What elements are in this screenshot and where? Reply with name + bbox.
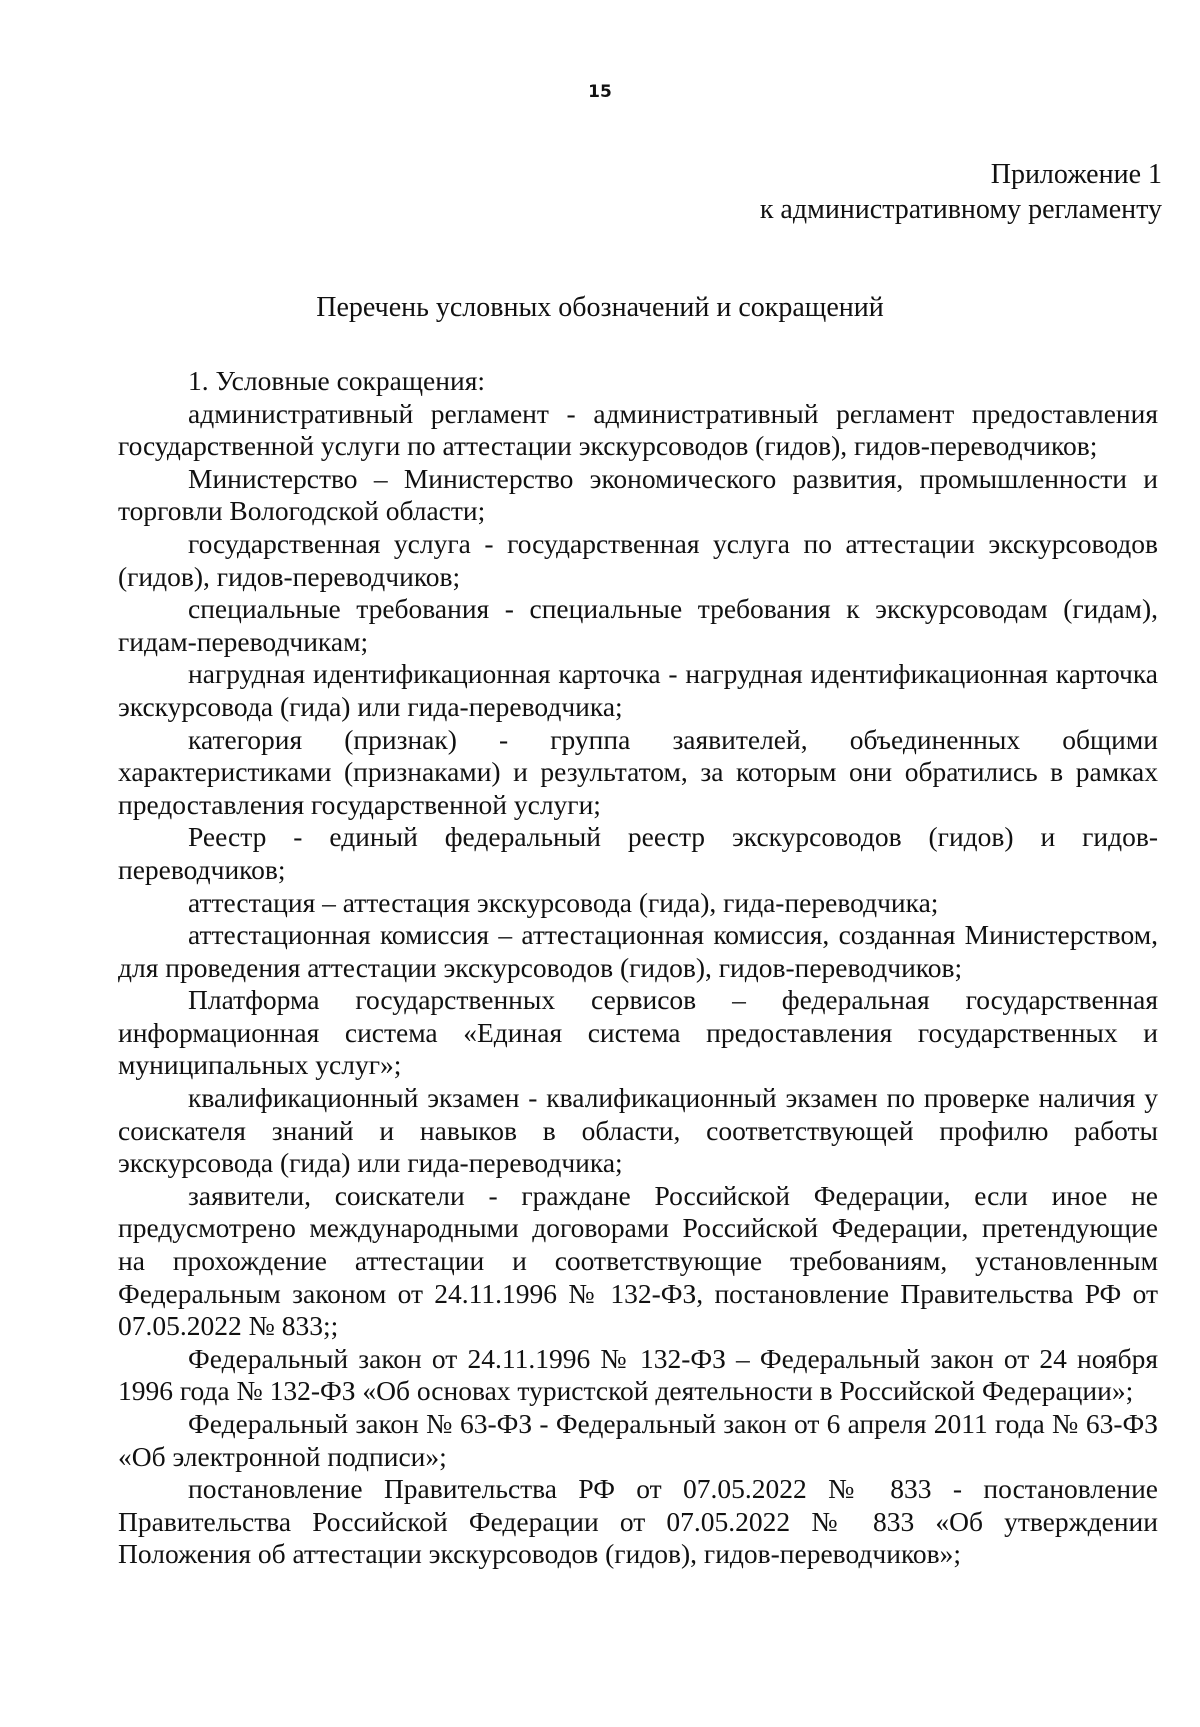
definition-paragraph: Федеральный закон от 24.11.1996 № 132-ФЗ – Федеральный закон от 24 ноября 1996 года № 132-ФЗ «Об основах туристской деятельности в Российской Федерации»;: [118, 1342, 1158, 1407]
section-heading: 1. Условные сокращения:: [188, 365, 485, 396]
definition-paragraph: заявители, соискатели - граждане Российской Федерации, если иное не предусмотрено международными договорами Российской Федерации, претендующие на прохождение аттестации и соответствующие требованиям, установленным Федеральным законом от 24.11.1996 № 132-ФЗ, постановление Правительства РФ от 07.05.2022 № 833;;: [118, 1179, 1158, 1342]
document-body: [118, 365, 1158, 1571]
definition-paragraph: аттестация – аттестация экскурсовода (гида), гида-переводчика;: [188, 886, 939, 918]
definition-paragraph: административный регламент - административный регламент предоставления государственной услуги по аттестации экскурсоводов (гидов), гидов-переводчиков;: [118, 397, 1158, 462]
document-title: Перечень условных обозначений и сокращений: [316, 292, 884, 323]
definition-paragraph: квалификационный экзамен - квалификационный экзамен по проверке наличия у соискателя знаний и навыков в области, соответствующей профилю работы экскурсовода (гида) или гида-переводчика;: [118, 1082, 1158, 1179]
definition-paragraph: специальные требования - специальные требования к экскурсоводам (гидам), гидам-переводчикам;: [118, 593, 1158, 657]
appendix-reference: [760, 157, 1162, 227]
definition-paragraph: Реестр - единый федеральный реестр экскурсоводов (гидов) и гидов-переводчиков;: [118, 821, 1158, 885]
appendix-number: Приложение 1: [990, 159, 1162, 190]
definition-paragraph: государственная услуга - государственная услуга по аттестации экскурсоводов (гидов), гидов-переводчиков;: [118, 527, 1158, 592]
definition-paragraph: постановление Правительства РФ от 07.05.2022 № 833 - постановление Правительства Российской Федерации от 07.05.2022 № 833 «Об утверждении Положения об аттестации экскурсоводов (гидов), гидов-переводчиков»;: [118, 1473, 1158, 1570]
page-number: 15: [588, 82, 612, 102]
definition-paragraph: нагрудная идентификационная карточка - нагрудная идентификационная карточка экскурсовода (гида) или гида-переводчика;: [118, 658, 1158, 722]
definition-paragraph: Министерство – Министерство экономического развития, промышленности и торговли Вологодской области;: [118, 462, 1158, 527]
appendix-target: к административному регламенту: [759, 194, 1162, 225]
definition-paragraph: категория (признак) - группа заявителей, объединенных общими характеристиками (признаками) и результатом, за которым они обратились в рамках предоставления государственной услуги;: [118, 723, 1158, 820]
definition-paragraph: аттестационная комиссия – аттестационная комиссия, созданная Министерством, для проведения аттестации экскурсоводов (гидов), гидов-переводчиков;: [118, 919, 1158, 983]
definition-paragraph: Платформа государственных сервисов – федеральная государственная информационная система «Единая система предоставления государственных и муниципальных услуг»;: [118, 984, 1158, 1081]
definition-paragraph: Федеральный закон № 63-ФЗ - Федеральный закон от 6 апреля 2011 года № 63-ФЗ «Об электронной подписи»;: [118, 1408, 1158, 1472]
